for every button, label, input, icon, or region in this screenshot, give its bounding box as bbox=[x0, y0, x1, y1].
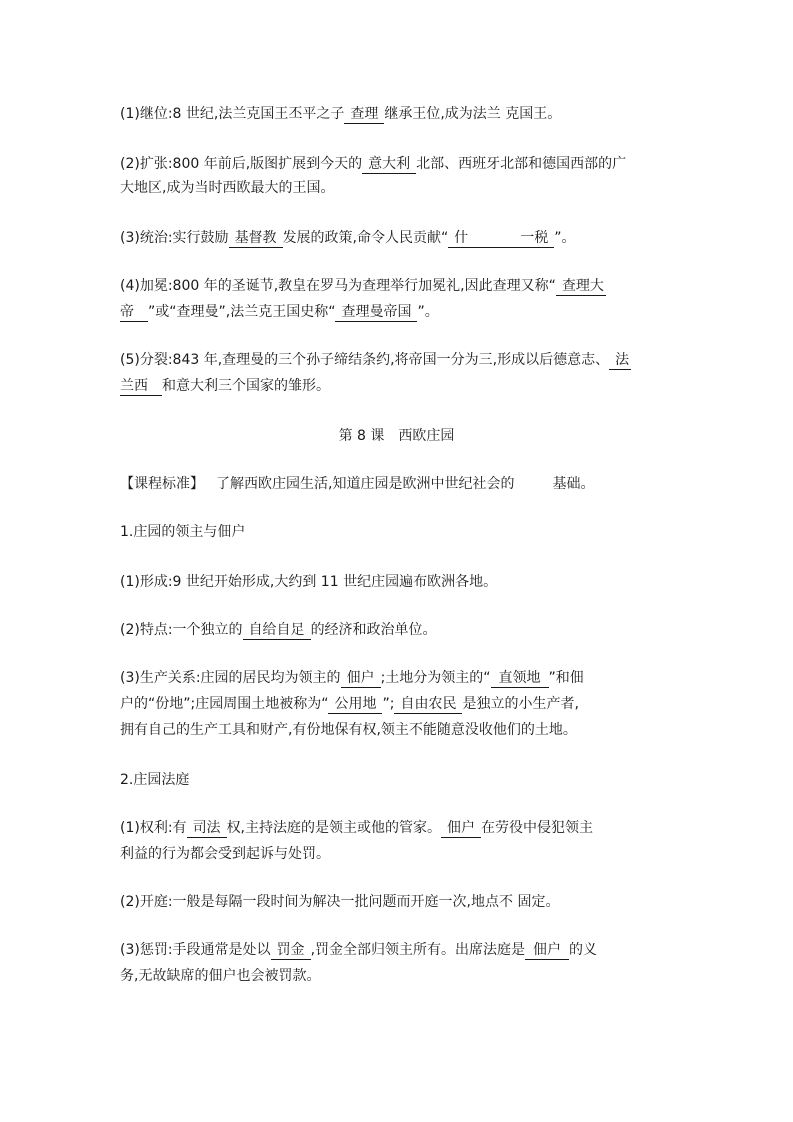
paragraph-relations-cont: 户的“份地”;庄园周围土地被称为“ 公用地 ”; 自由农民 是独立的小生产者, bbox=[120, 696, 579, 712]
section-heading: 2.庄园法庭 bbox=[120, 772, 190, 788]
blank-answer: 佃户 bbox=[441, 820, 481, 838]
blank-answer: 什 一税 bbox=[448, 230, 554, 248]
paragraph-expansion-cont: 大地区,成为当时西欧最大的王国。 bbox=[120, 180, 335, 196]
paragraph-rule: (3)统治:实行鼓励 基督教 发展的政策,命令人民贡献“ 什 一税 ”。 bbox=[120, 230, 576, 246]
blank-answer: 罚金 bbox=[271, 942, 311, 960]
paragraph-coronation: (4)加冕:800 年的圣诞节,教皇在罗马为查理举行加冕礼,因此查理又称“ 查理大 bbox=[120, 278, 604, 294]
blank-answer: 查理大 bbox=[556, 278, 606, 296]
blank-answer: 查理 bbox=[344, 106, 384, 124]
paragraph-rights-cont: 利益的行为都会受到起诉与处罚。 bbox=[120, 846, 330, 862]
paragraph-features: (2)特点:一个独立的 自给自足 的经济和政治单位。 bbox=[120, 622, 437, 638]
paragraph-rights: (1)权利:有 司法 权,主持法庭的是领主或他的管家。 佃户 在劳役中侵犯领主 bbox=[120, 820, 594, 836]
paragraph-relations-end: 拥有自己的生产工具和财产,有份地保有权,领主不能随意没收他们的土地。 bbox=[120, 722, 577, 738]
section-heading: 1.庄园的领主与佃户 bbox=[120, 524, 246, 540]
lesson-title: 第 8 课 西欧庄园 bbox=[338, 428, 455, 444]
course-standard: 【课程标准】 了解西欧庄园生活,知道庄园是欧洲中世纪社会的 基础。 bbox=[120, 476, 595, 492]
paragraph-coronation-cont: 帝 ”或“查理曼”,法兰克王国史称“ 查理曼帝国 ”。 bbox=[120, 304, 439, 320]
blank-answer: 自由农民 bbox=[394, 696, 462, 714]
blank-answer: 查理曼帝国 bbox=[335, 304, 417, 322]
paragraph-division-cont: 兰西 和意大利三个国家的雏形。 bbox=[120, 378, 330, 394]
blank-answer: 佃户 bbox=[525, 942, 569, 960]
blank-answer: 法 bbox=[609, 352, 631, 370]
paragraph-relations: (3)生产关系:庄园的居民均为领主的 佃户 ;土地分为领主的“ 直领地 ”和佃 bbox=[120, 670, 584, 686]
blank-answer: 意大利 bbox=[362, 156, 416, 174]
paragraph-session: (2)开庭:一般是每隔一段时间为解决一批问题而开庭一次,地点不 固定。 bbox=[120, 894, 560, 910]
paragraph-formation: (1)形成:9 世纪开始形成,大约到 11 世纪庄园遍布欧洲各地。 bbox=[120, 574, 498, 590]
blank-answer: 佃户 bbox=[341, 670, 381, 688]
paragraph-division: (5)分裂:843 年,查理曼的三个孙子缔结条约,将帝国一分为三,形成以后德意志、 法 bbox=[120, 352, 630, 368]
blank-answer: 直领地 bbox=[491, 670, 549, 688]
blank-answer: 基督教 bbox=[229, 230, 283, 248]
paragraph-succession: (1)继位:8 世纪,法兰克国王丕平之子 查理 继承王位,成为法兰 克国王。 bbox=[120, 106, 562, 122]
blank-answer: 兰西 bbox=[120, 378, 162, 396]
blank-answer: 公用地 bbox=[328, 696, 382, 714]
blank-answer: 帝 bbox=[120, 304, 148, 322]
paragraph-penalty: (3)惩罚:手段通常是处以 罚金 ,罚金全部归领主所有。出席法庭是 佃户 的义 bbox=[120, 942, 598, 958]
paragraph-penalty-cont: 务,无故缺席的佃户也会被罚款。 bbox=[120, 968, 321, 984]
blank-answer: 司法 bbox=[187, 820, 227, 838]
paragraph-expansion: (2)扩张:800 年前后,版图扩展到今天的 意大利 北部、西班牙北部和德国西部的广 bbox=[120, 156, 627, 172]
blank-answer: 自给自足 bbox=[243, 622, 311, 640]
